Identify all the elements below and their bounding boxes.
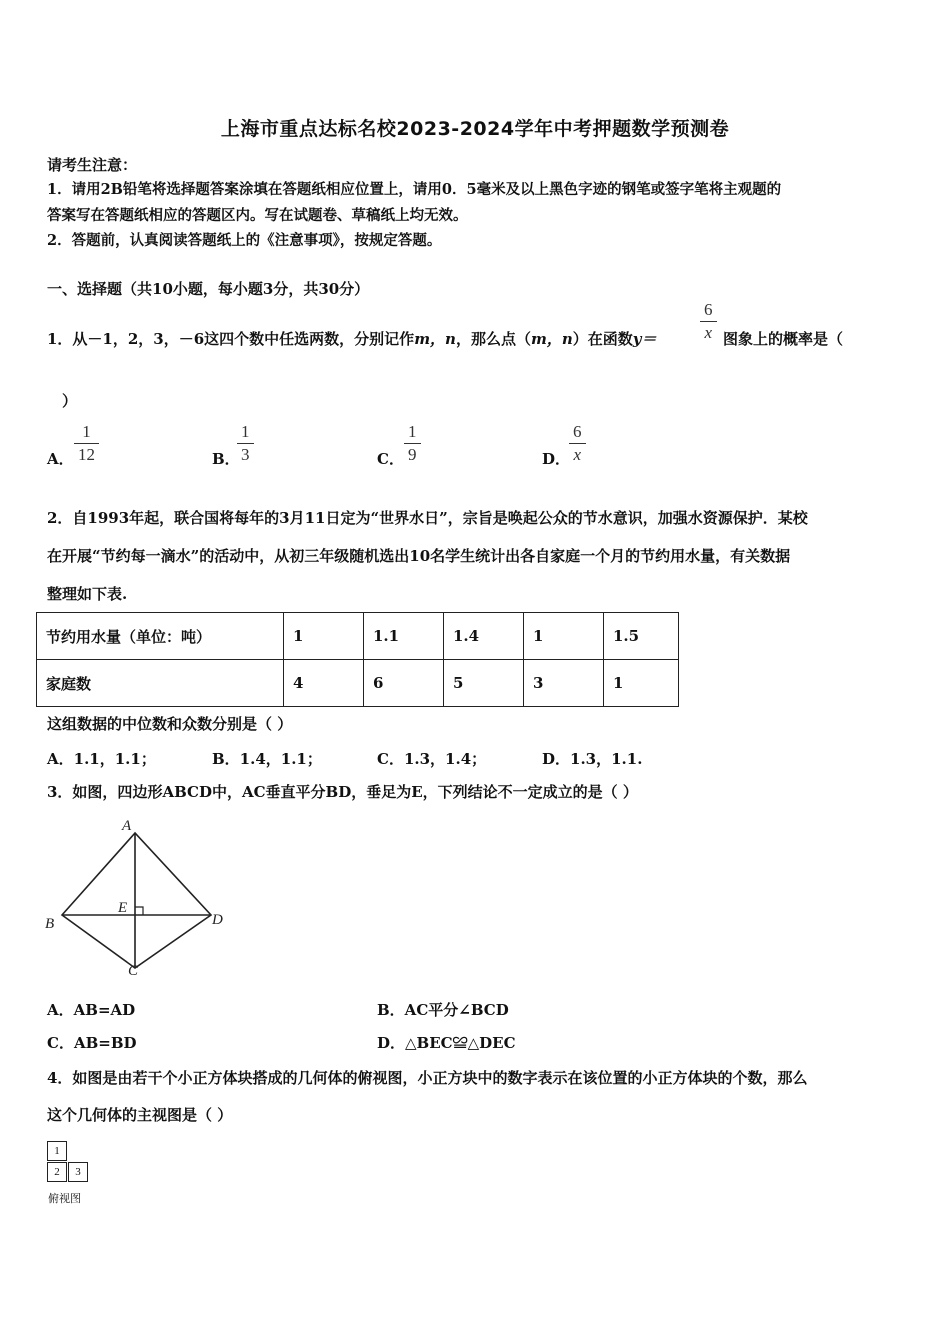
- option: D．△BEC≌△DEC: [377, 1034, 516, 1052]
- table-cell: 家庭数: [37, 660, 284, 707]
- question-4-line: 4．如图是由若干个小正方体块搭成的几何体的俯视图，小正方块中的数字表示在该位置的小正方体块的个数，那么: [47, 1069, 808, 1087]
- table-cell: 5: [444, 660, 524, 707]
- option: B．1.4，1.1；: [212, 750, 322, 768]
- table-cell: 1: [604, 660, 679, 707]
- label-a: A: [122, 818, 132, 834]
- table-cell: 节约用水量（单位：吨）: [37, 613, 284, 660]
- option: A．AB=AD: [47, 1001, 136, 1019]
- fraction-denominator: x: [704, 323, 713, 342]
- quadrilateral-abcd: [62, 833, 211, 968]
- table-cell: 1.5: [604, 613, 679, 660]
- fraction-numerator: 1: [82, 422, 91, 441]
- q2-question: 这组数据的中位数和众数分别是（ ）: [47, 715, 293, 733]
- label-e: E: [118, 900, 128, 916]
- fraction-denominator: x: [573, 445, 582, 464]
- q1-point: m，n: [530, 330, 573, 348]
- option-label: D．: [542, 450, 571, 468]
- question-1: [47, 328, 657, 349]
- notice-line: 答案写在答题纸相应的答题区内。写在试题卷、草稿纸上均无效。: [47, 207, 468, 224]
- question-2-line: 整理如下表.: [47, 585, 128, 603]
- q1-text: 1．从－1，2，3，－6这四个数中任选两数，分别记作: [47, 330, 415, 348]
- table-cell: 1: [524, 613, 604, 660]
- fraction-denominator: 3: [241, 445, 250, 464]
- label-d: D: [212, 912, 223, 928]
- right-angle-mark: [135, 907, 143, 915]
- option: B．AC平分∠BCD: [377, 1001, 509, 1019]
- fraction-numerator: 1: [241, 422, 250, 441]
- option-fraction: [569, 423, 586, 464]
- page-title: 上海市重点达标名校2023-2024学年中考押题数学预测卷: [220, 118, 730, 140]
- data-table: [36, 612, 679, 707]
- option-label: B．: [212, 450, 240, 468]
- notice-line: 2．答题前，认真阅读答题纸上的《注意事项》，按规定答题。: [47, 232, 442, 249]
- fraction-numerator: 6: [573, 422, 582, 441]
- table-row: [37, 613, 679, 660]
- fraction-denominator: 12: [78, 445, 95, 464]
- q1-vars: m，n: [414, 330, 456, 348]
- option-label: A．: [47, 450, 74, 468]
- option-label: C．: [377, 450, 404, 468]
- q1-close: ）: [62, 392, 78, 410]
- question-3: 3．如图，四边形ABCD中，AC垂直平分BD，垂足为E，下列结论不一定成立的是（ ）: [47, 783, 638, 801]
- table-cell: 4: [284, 660, 364, 707]
- grid-cell: 2: [47, 1162, 67, 1182]
- table-cell: 1.1: [364, 613, 444, 660]
- table-row: [37, 660, 679, 707]
- q1-function-fraction: [700, 301, 717, 342]
- q1-func: y＝: [632, 330, 657, 348]
- option: C．AB=BD: [47, 1034, 137, 1052]
- table-cell: 6: [364, 660, 444, 707]
- option-fraction: [74, 423, 99, 464]
- notice-heading: 请考生注意：: [47, 156, 138, 174]
- option: A．1.1，1.1；: [47, 750, 156, 768]
- notice-line: 1．请用2B铅笔将选择题答案涂填在答题纸相应位置上，请用0．5毫米及以上黑色字迹的钢笔或签字笔将主观题的: [47, 181, 782, 198]
- top-view-caption: 俯视图: [48, 1192, 81, 1205]
- table-cell: 1: [284, 613, 364, 660]
- option: D．1.3，1.1.: [542, 750, 643, 768]
- grid-cell: 3: [68, 1162, 88, 1182]
- grid-cell: 1: [47, 1141, 67, 1161]
- section-heading: 一、选择题（共10小题，每小题3分，共30分）: [47, 280, 370, 298]
- option-fraction: [404, 423, 421, 464]
- option-fraction: [237, 423, 254, 464]
- question-2-line: 2．自1993年起，联合国将每年的3月11日定为“世界水日”，宗旨是唤起公众的节水意识，加强水资源保护．某校: [47, 509, 808, 527]
- q1-text: 图象上的概率是（: [723, 330, 844, 348]
- fraction-numerator: 1: [408, 422, 417, 441]
- q1-text: ，那么点（: [455, 330, 531, 348]
- table-cell: 3: [524, 660, 604, 707]
- question-4-line: 这个几何体的主视图是（ ）: [47, 1106, 233, 1124]
- label-b: B: [45, 916, 55, 932]
- option: C．1.3，1.4；: [377, 750, 487, 768]
- fraction-denominator: 9: [408, 445, 417, 464]
- table-cell: 1.4: [444, 613, 524, 660]
- fraction-numerator: 6: [704, 300, 713, 319]
- label-c: C: [128, 963, 139, 979]
- question-2-line: 在开展“节约每一滴水”的活动中，从初三年级随机选出10名学生统计出各自家庭一个月的节约用水量，有关数据: [47, 547, 791, 565]
- q1-text: ）在函数: [572, 330, 633, 348]
- quadrilateral-figure: [40, 815, 240, 980]
